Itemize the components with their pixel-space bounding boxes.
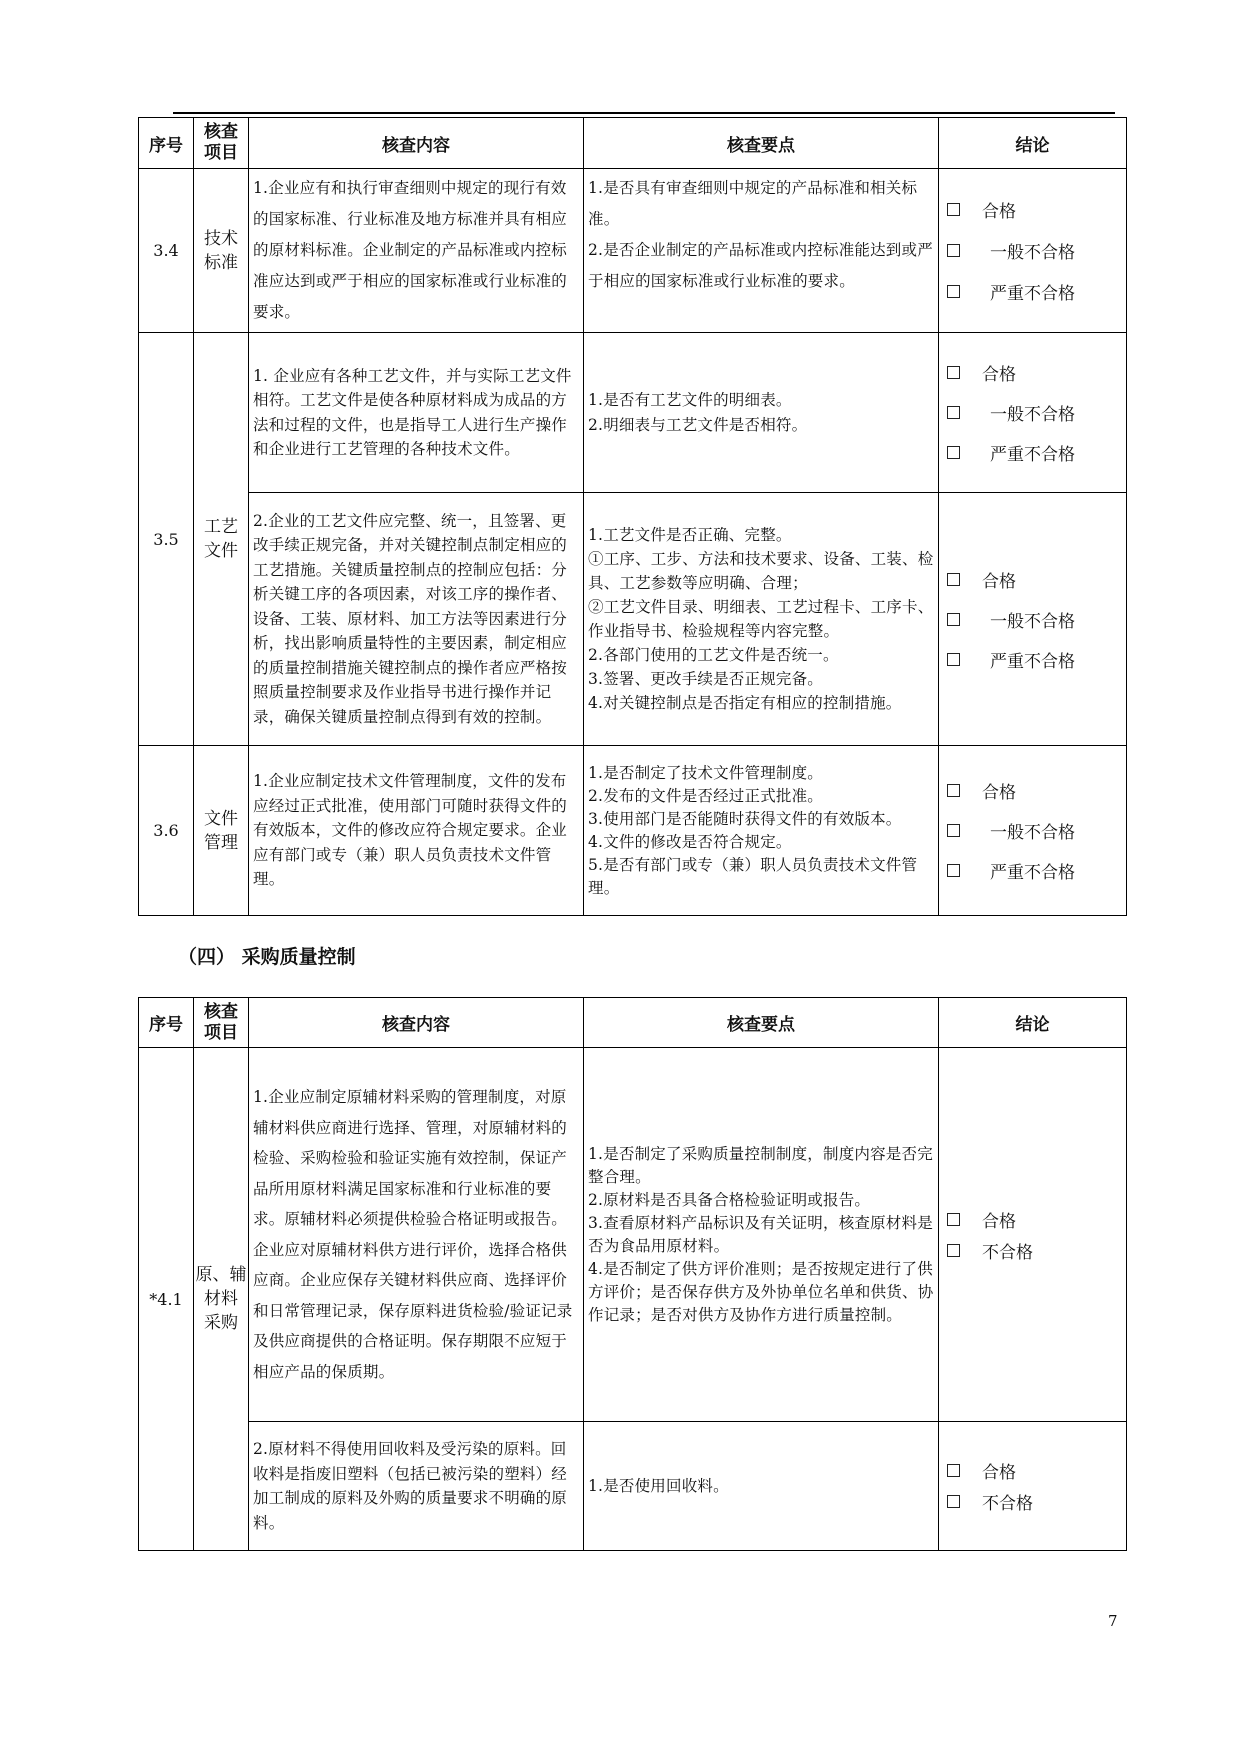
checkbox-icon[interactable] [947, 244, 960, 257]
table-row [139, 169, 1127, 333]
option-pass-label: 合格 [982, 783, 1016, 803]
conclusion-cell [939, 1048, 1127, 1422]
option-general-fail[interactable] [947, 400, 1126, 425]
check-point [584, 746, 939, 916]
check-point-text: 1.是否使用回收料。 [588, 1477, 729, 1495]
check-content-text: 2.原材料不得使用回收料及受污染的原料。回收料是指废旧塑料（包括已被污染的塑料）经加工制成的原料及外购的质量要求不明确的原料。 [253, 1440, 568, 1532]
option-pass[interactable] [947, 567, 1126, 592]
row-number: *4.1 [139, 1048, 194, 1551]
option-fail[interactable] [947, 1489, 1126, 1514]
option-pass-label: 合格 [982, 202, 1016, 222]
header-item [194, 118, 249, 169]
option-pass[interactable] [947, 197, 1126, 222]
check-item-line1: 工艺 [204, 517, 238, 537]
checkbox-icon[interactable] [947, 784, 960, 797]
page-number: 7 [1108, 1612, 1118, 1630]
checkbox-icon[interactable] [947, 1244, 960, 1257]
check-content [249, 169, 584, 333]
header-item [194, 998, 249, 1048]
checkbox-icon[interactable] [947, 285, 960, 298]
check-item [194, 169, 249, 333]
option-general-fail-label: 一般不合格 [990, 243, 1075, 263]
option-general-fail[interactable] [947, 818, 1126, 843]
section-title: （四） 采购质量控制 [178, 946, 356, 968]
table-row [139, 1422, 1127, 1551]
option-serious-fail-label: 严重不合格 [990, 284, 1075, 304]
check-item-line2: 文件 [204, 541, 238, 561]
check-point-text: 1.是否有工艺文件的明细表。 2.明细表与工艺文件是否相符。 [588, 391, 808, 434]
header-item-line1: 核查 [204, 1001, 238, 1022]
inspection-table-1 [138, 117, 1127, 916]
checkbox-icon[interactable] [947, 1213, 960, 1226]
table-row [139, 493, 1127, 746]
checkbox-icon[interactable] [947, 406, 960, 419]
header-item-line2: 项目 [204, 1022, 238, 1043]
option-pass-label: 合格 [982, 365, 1016, 385]
header-result: 结论 [939, 118, 1127, 169]
header-rule [173, 112, 1115, 114]
check-item-line1: 文件 [204, 808, 238, 829]
header-item-line1: 核查 [204, 122, 238, 142]
check-item-line2: 管理 [204, 832, 238, 853]
option-general-fail-label: 一般不合格 [990, 823, 1075, 843]
option-fail-label: 不合格 [982, 1242, 1033, 1263]
table-header-row [139, 118, 1127, 169]
conclusion-cell [939, 1422, 1127, 1551]
check-item [194, 1048, 249, 1551]
checkbox-icon[interactable] [947, 573, 960, 586]
option-pass-label: 合格 [982, 571, 1016, 592]
check-item [194, 333, 249, 746]
checkbox-icon[interactable] [947, 824, 960, 837]
check-content [249, 1422, 584, 1551]
inspection-table-2 [138, 997, 1127, 1551]
check-point [584, 1048, 939, 1422]
checkbox-icon[interactable] [947, 366, 960, 379]
option-general-fail[interactable] [947, 238, 1126, 263]
checkbox-icon[interactable] [947, 864, 960, 877]
option-serious-fail[interactable] [947, 279, 1126, 304]
check-content-text: 1.企业应制定技术文件管理制度，文件的发布应经过正式批准，使用部门可随时获得文件的有效版本，文件的修改应符合规定要求。企业应有部门或专（兼）职人员负责技术文件管理。 [253, 772, 568, 889]
header-no: 序号 [139, 998, 194, 1048]
check-content [249, 1048, 584, 1422]
option-serious-fail-label: 严重不合格 [990, 651, 1075, 672]
header-content: 核查内容 [249, 118, 584, 169]
checkbox-icon[interactable] [947, 446, 960, 459]
row-number: 3.5 [139, 333, 194, 746]
header-no: 序号 [139, 118, 194, 169]
check-item-line1: 技术 [204, 228, 238, 249]
check-point [584, 169, 939, 333]
option-general-fail-label: 一般不合格 [990, 405, 1075, 425]
table-header-row [139, 998, 1127, 1048]
option-general-fail-label: 一般不合格 [990, 611, 1075, 632]
check-point [584, 493, 939, 746]
checkbox-icon[interactable] [947, 1464, 960, 1477]
check-point-text: 1.是否具有审查细则中规定的产品标准和相关标准。 2.是否企业制定的产品标准或内控标准能达到或严于相应的国家标准或行业标准的要求。 [588, 179, 933, 290]
option-serious-fail-label: 严重不合格 [990, 863, 1075, 883]
conclusion-cell [939, 333, 1127, 493]
check-content-text: 1. 企业应有各种工艺文件，并与实际工艺文件相符。工艺文件是使各种原材料成为成品的方法和过程的文件，也是指导工人进行生产操作和企业进行工艺管理的各种技术文件。 [253, 366, 572, 458]
check-content-text: 2.企业的工艺文件应完整、统一，且签署、更改手续正规完备，并对关键控制点制定相应的工艺措施。关键质量控制点的控制应包括：分析关键工序的各项因素，对该工序的操作者、设备、工装、原材料、加工方法等因素进行分析，找出影响质量特性的主要因素，制定相应的质量控制措施关键控制点的操作者应严格按照质量控制要求及作业指导书进行操作并记录，确保关键质量控制点得到有效的控制。 [253, 511, 568, 726]
header-content: 核查内容 [249, 998, 584, 1048]
option-pass[interactable] [947, 1207, 1126, 1232]
check-point-text: 1.是否制定了采购质量控制制度，制度内容是否完整合理。 2.原材料是否具备合格检验证明或报告。 3.查看原材料产品标识及有关证明，核查原材料是否为食品用原材料。 4.是否制定了供方评价准则；是否按规定进行了供方评价；是否保存供方及外协单位名单和供货、协作记录；是否对供方及协作方进行质量控制。 [588, 1144, 934, 1324]
check-item [194, 746, 249, 916]
row-number: 3.6 [139, 746, 194, 916]
check-content [249, 333, 584, 493]
header-item-line2: 项目 [204, 143, 238, 163]
checkbox-icon[interactable] [947, 613, 960, 626]
option-pass-label: 合格 [982, 1211, 1016, 1232]
option-pass[interactable] [947, 1458, 1126, 1483]
check-point [584, 333, 939, 493]
check-item-line3: 采购 [204, 1313, 238, 1333]
table-row [139, 746, 1127, 916]
option-general-fail[interactable] [947, 607, 1126, 632]
check-content [249, 746, 584, 916]
check-point [584, 1422, 939, 1551]
option-pass[interactable] [947, 360, 1126, 385]
check-content-text: 1.企业应制定原辅材料采购的管理制度，对原辅材料供应商进行选择、管理，对原辅材料的检验、采购检验和验证实施有效控制，保证产品所用原材料满足国家标准和行业标准的要求。原辅材料必须提供检验合格证明或报告。企业应对原辅材料供方进行评价，选择合格供应商。企业应保存关键材料供应商、选择评价和日常管理记录，保存原料进货检验/验证记录及供应商提供的合格证明。保存期限不应短于相应产品的保质期。 [253, 1088, 573, 1381]
option-fail[interactable] [947, 1238, 1126, 1263]
option-pass-label: 合格 [982, 1463, 1016, 1483]
option-serious-fail-label: 严重不合格 [990, 445, 1075, 465]
check-item-line2: 标准 [204, 252, 238, 273]
option-pass[interactable] [947, 778, 1126, 803]
checkbox-icon[interactable] [947, 1495, 960, 1508]
conclusion-cell [939, 169, 1127, 333]
conclusion-cell [939, 493, 1127, 746]
table-row [139, 333, 1127, 493]
option-fail-label: 不合格 [982, 1494, 1033, 1514]
check-point-text: 1.工艺文件是否正确、完整。 ①工序、工步、方法和技术要求、设备、工装、检具、工艺参数等应明确、合理； ②工艺文件目录、明细表、工艺过程卡、工序卡、作业指导书、检验规程等内容完整。 2.各部门使用的工艺文件是否统一。 3.签署、更改手续是否正规完备。 4.对关键控制点是否指定有相应的控制措施。 [588, 526, 934, 712]
check-item-line1: 原、辅 [195, 1265, 247, 1285]
option-serious-fail[interactable] [947, 440, 1126, 465]
checkbox-icon[interactable] [947, 653, 960, 666]
option-serious-fail[interactable] [947, 647, 1126, 672]
checkbox-icon[interactable] [947, 203, 960, 216]
check-content [249, 493, 584, 746]
header-point: 核查要点 [584, 998, 939, 1048]
check-point-text: 1.是否制定了技术文件管理制度。 2.发布的文件是否经过正式批准。 3.使用部门是否能随时获得文件的有效版本。 4.文件的修改是否符合规定。 5.是否有部门或专（兼）职人员负责技术文件管理。 [588, 763, 918, 897]
header-result: 结论 [939, 998, 1127, 1048]
row-number: 3.4 [139, 169, 194, 333]
table-row [139, 1048, 1127, 1422]
conclusion-cell [939, 746, 1127, 916]
option-serious-fail[interactable] [947, 858, 1126, 883]
check-item-line2: 材料 [204, 1289, 238, 1309]
header-point: 核查要点 [584, 118, 939, 169]
check-content-text: 1.企业应有和执行审查细则中规定的现行有效的国家标准、行业标准及地方标准并具有相应的原材料标准。企业制定的产品标准或内控标准应达到或严于相应的国家标准或行业标准的要求。 [253, 179, 568, 321]
